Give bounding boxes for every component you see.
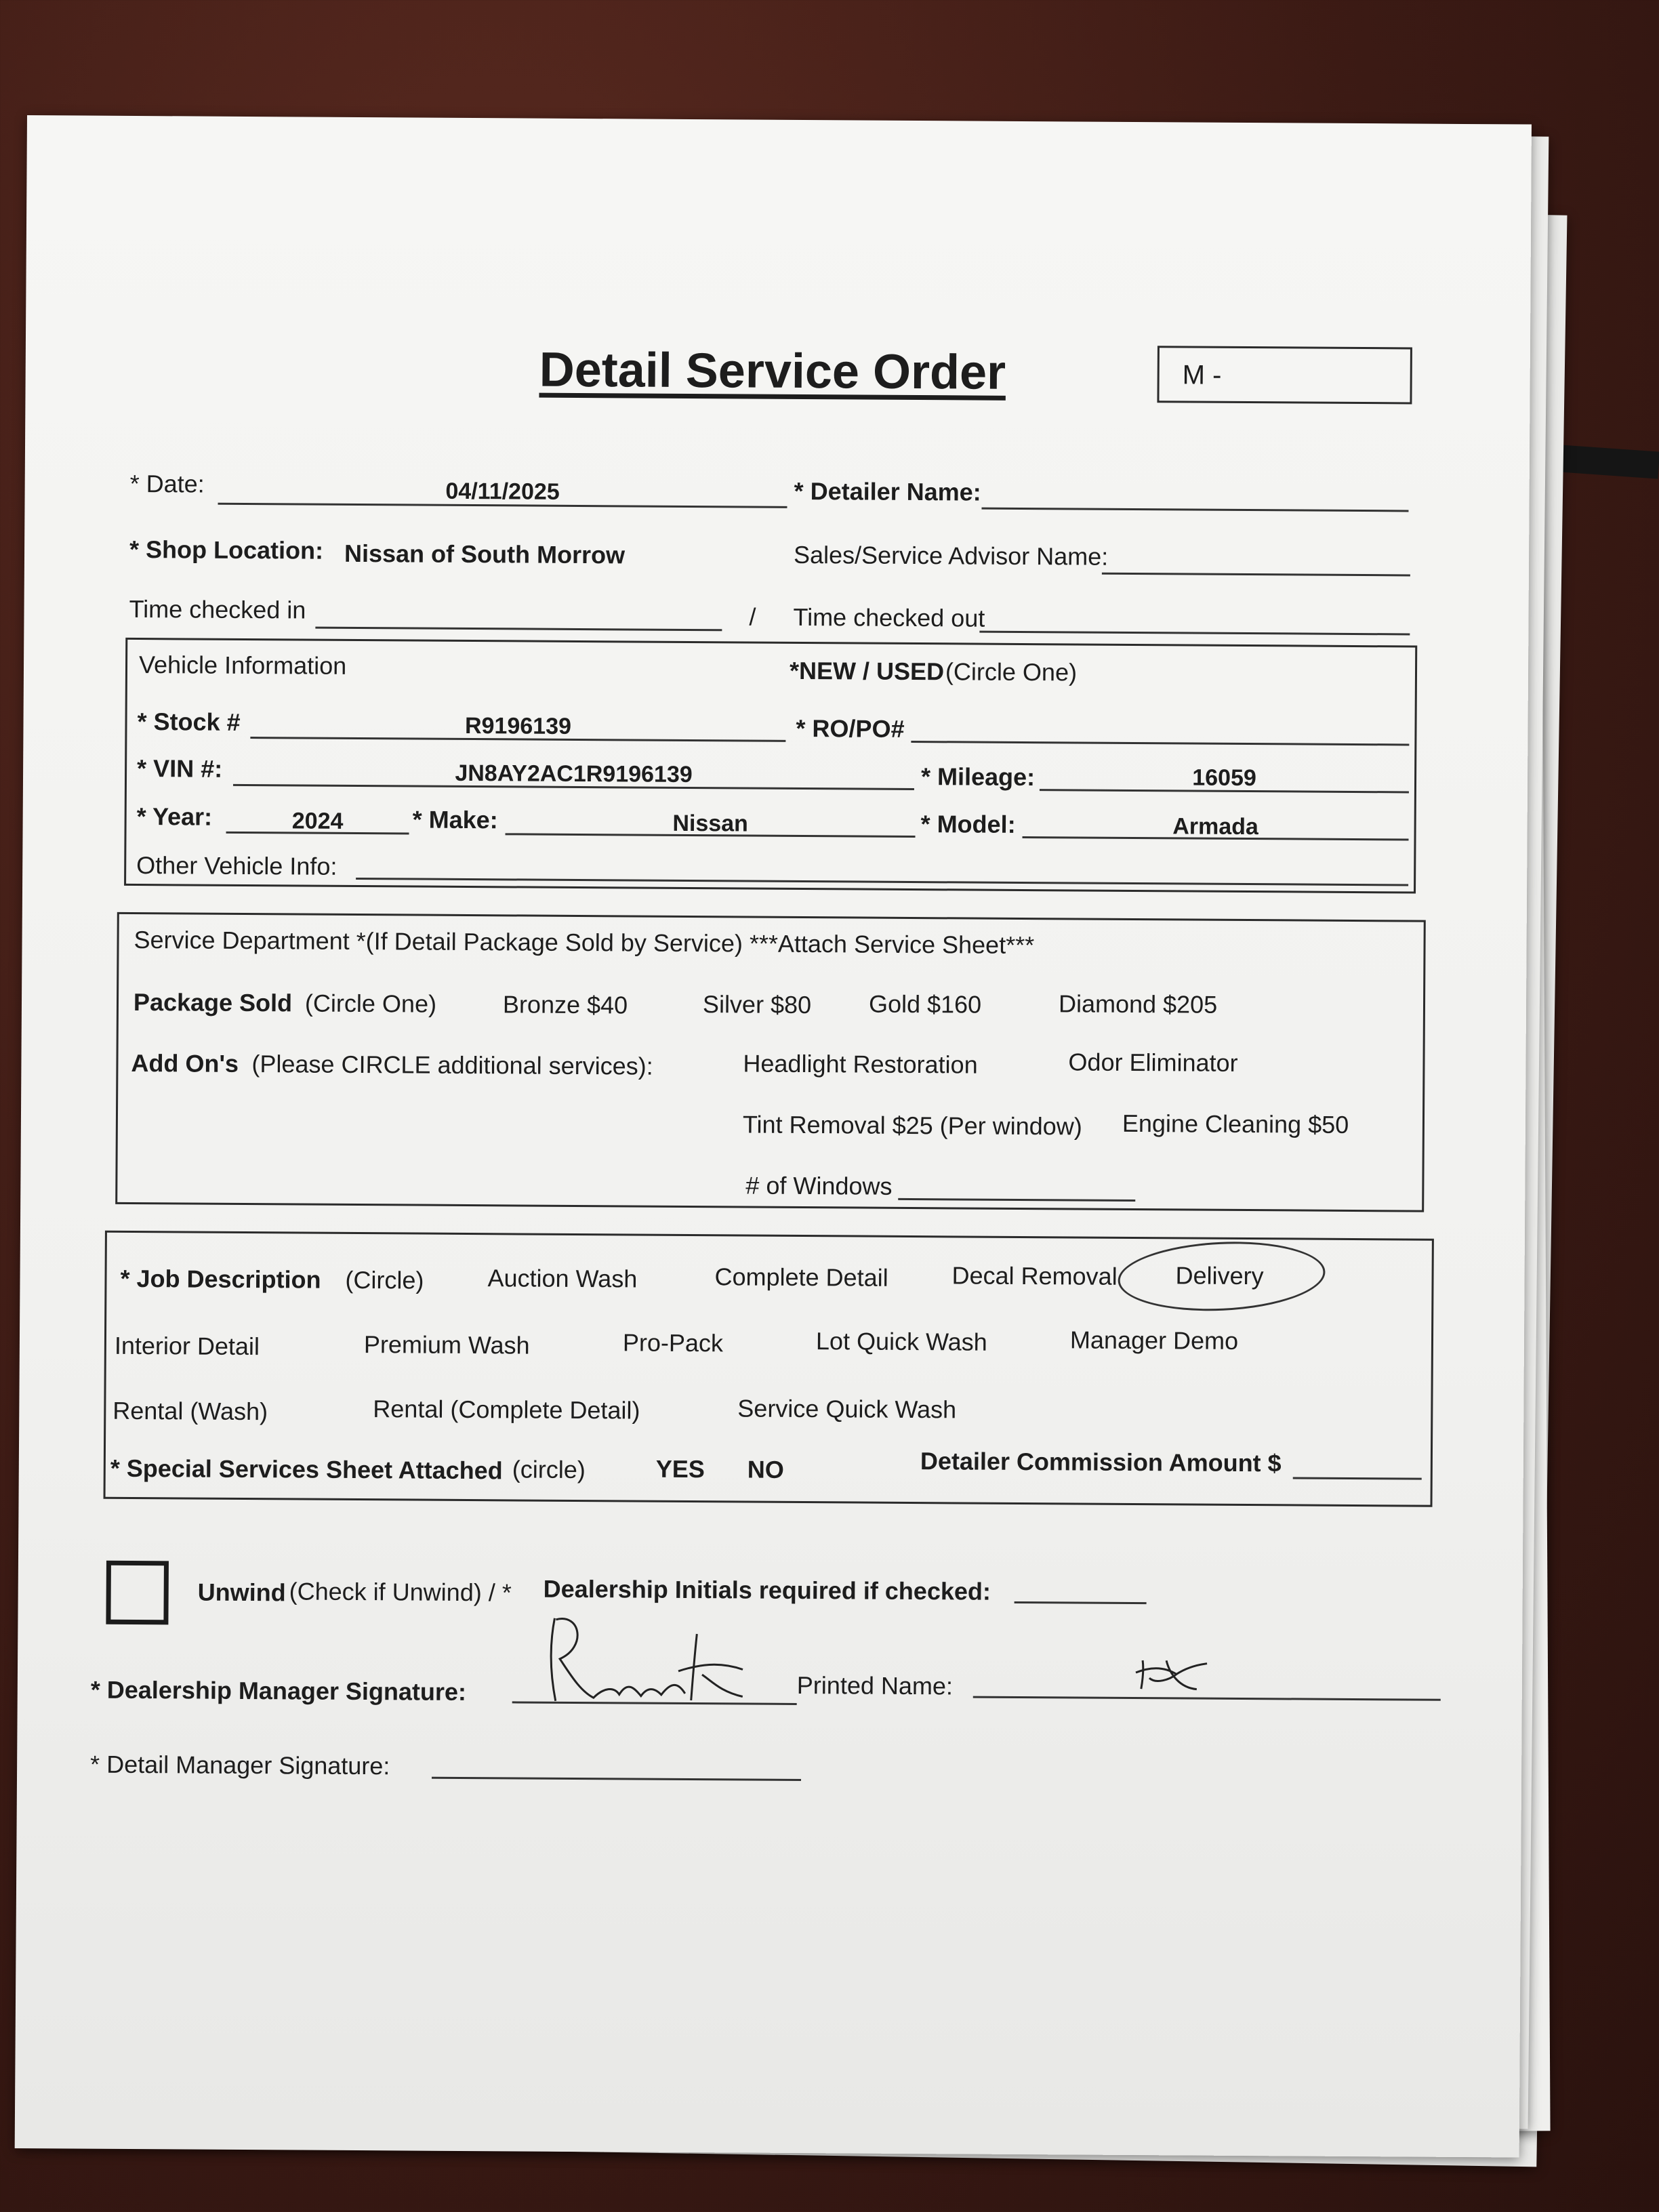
form-title: Detail Service Order [539, 342, 1006, 400]
package-sold-hint: (Circle One) [304, 989, 437, 1018]
vehicle-section-label: Vehicle Information [138, 651, 347, 680]
form-number-label: M - [1182, 360, 1222, 390]
special-services-hint: (circle) [512, 1455, 586, 1484]
mileage-label: * Mileage: [920, 762, 1036, 792]
detailer-name-label: * Detailer Name: [794, 476, 981, 506]
new-used-label: *NEW / USED [789, 656, 945, 686]
addon-tint-removal[interactable]: Tint Removal $25 (Per window) [742, 1110, 1082, 1141]
addon-engine-cleaning[interactable]: Engine Cleaning $50 [1122, 1109, 1349, 1139]
time-out-field[interactable] [979, 631, 1410, 636]
job-pro-pack[interactable]: Pro-Pack [622, 1328, 724, 1357]
stock-value: R9196139 [464, 712, 572, 739]
form-number-box[interactable] [1157, 346, 1412, 404]
package-gold[interactable]: Gold $160 [868, 989, 982, 1019]
handwritten-signature [539, 1606, 757, 1709]
time-in-field[interactable] [315, 627, 722, 632]
job-decal-removal[interactable]: Decal Removal [951, 1261, 1118, 1290]
package-silver[interactable]: Silver $80 [702, 990, 812, 1019]
special-services-label: * Special Services Sheet Attached [110, 1454, 503, 1485]
year-label: * Year: [136, 802, 213, 831]
package-bronze[interactable]: Bronze $40 [502, 990, 628, 1019]
job-premium-wash[interactable]: Premium Wash [363, 1330, 530, 1359]
package-sold-label: Package Sold [133, 987, 293, 1017]
date-value: 04/11/2025 [445, 478, 560, 505]
job-description-label: * Job Description [120, 1264, 321, 1294]
advisor-field[interactable] [1102, 573, 1410, 577]
job-auction-wash[interactable]: Auction Wash [487, 1264, 638, 1293]
year-value: 2024 [291, 808, 344, 834]
date-label: * Date: [129, 469, 205, 498]
job-lot-quick-wash[interactable]: Lot Quick Wash [815, 1327, 987, 1356]
time-out-label: Time checked out [793, 602, 985, 632]
unwind-initials-label: Dealership Initials required if checked: [543, 1574, 991, 1605]
detailer-name-field[interactable] [981, 508, 1408, 512]
windows-count-label: # of Windows [745, 1171, 893, 1200]
new-used-hint: (Circle One) [945, 657, 1078, 687]
job-delivery[interactable]: Delivery [1175, 1261, 1264, 1290]
job-rental-wash[interactable]: Rental (Wash) [112, 1396, 268, 1426]
job-interior-detail[interactable]: Interior Detail [114, 1331, 260, 1361]
commission-label: Detailer Commission Amount $ [920, 1447, 1282, 1477]
unwind-hint: (Check if Unwind) / * [289, 1577, 512, 1607]
detail-service-order-form [15, 115, 1532, 2158]
vin-label: * VIN #: [136, 754, 223, 783]
special-services-yes[interactable]: YES [655, 1454, 705, 1483]
model-label: * Model: [920, 810, 1016, 838]
shop-location-value: Nissan of South Morrow [344, 539, 626, 569]
job-complete-detail[interactable]: Complete Detail [714, 1263, 888, 1292]
shop-location-label: * Shop Location: [129, 535, 324, 565]
detail-manager-signature-label: * Detail Manager Signature: [90, 1750, 390, 1780]
make-label: * Make: [412, 805, 498, 834]
unwind-label: Unwind [197, 1578, 286, 1607]
slash-separator: / [749, 602, 756, 631]
addon-odor-eliminator[interactable]: Odor Eliminator [1068, 1048, 1238, 1077]
job-description-hint: (Circle) [345, 1265, 424, 1294]
advisor-label: Sales/Service Advisor Name: [793, 540, 1109, 571]
make-value: Nissan [672, 810, 748, 837]
unwind-checkbox[interactable] [106, 1561, 169, 1625]
time-in-label: Time checked in [129, 594, 306, 624]
mileage-value: 16059 [1192, 764, 1256, 792]
dealership-manager-signature-label: * Dealership Manager Signature: [90, 1675, 467, 1706]
stock-label: * Stock # [137, 708, 241, 736]
ro-po-label: * RO/PO# [796, 714, 905, 743]
service-department-header: Service Department *(If Detail Package Sold by Service) ***Attach Service Sheet*** [134, 925, 1035, 960]
addon-headlight-restoration[interactable]: Headlight Restoration [743, 1049, 978, 1079]
special-services-no[interactable]: NO [747, 1455, 784, 1483]
job-manager-demo[interactable]: Manager Demo [1069, 1326, 1239, 1355]
model-value: Armada [1172, 813, 1259, 840]
job-rental-complete-detail[interactable]: Rental (Complete Detail) [373, 1395, 640, 1425]
add-ons-hint: (Please CIRCLE additional services): [251, 1050, 653, 1080]
vin-value: JN8AY2AC1R9196139 [455, 760, 693, 788]
detail-manager-signature-field[interactable] [432, 1777, 801, 1781]
job-service-quick-wash[interactable]: Service Quick Wash [737, 1394, 957, 1424]
package-diamond[interactable]: Diamond $205 [1058, 989, 1218, 1019]
printed-name-field[interactable] [973, 1696, 1441, 1701]
unwind-initials-field[interactable] [1015, 1601, 1147, 1604]
printed-name-label: Printed Name: [796, 1671, 954, 1700]
handwritten-initials [1129, 1647, 1210, 1695]
add-ons-label: Add On's [131, 1048, 239, 1078]
other-vehicle-info-label: Other Vehicle Info: [136, 851, 337, 880]
